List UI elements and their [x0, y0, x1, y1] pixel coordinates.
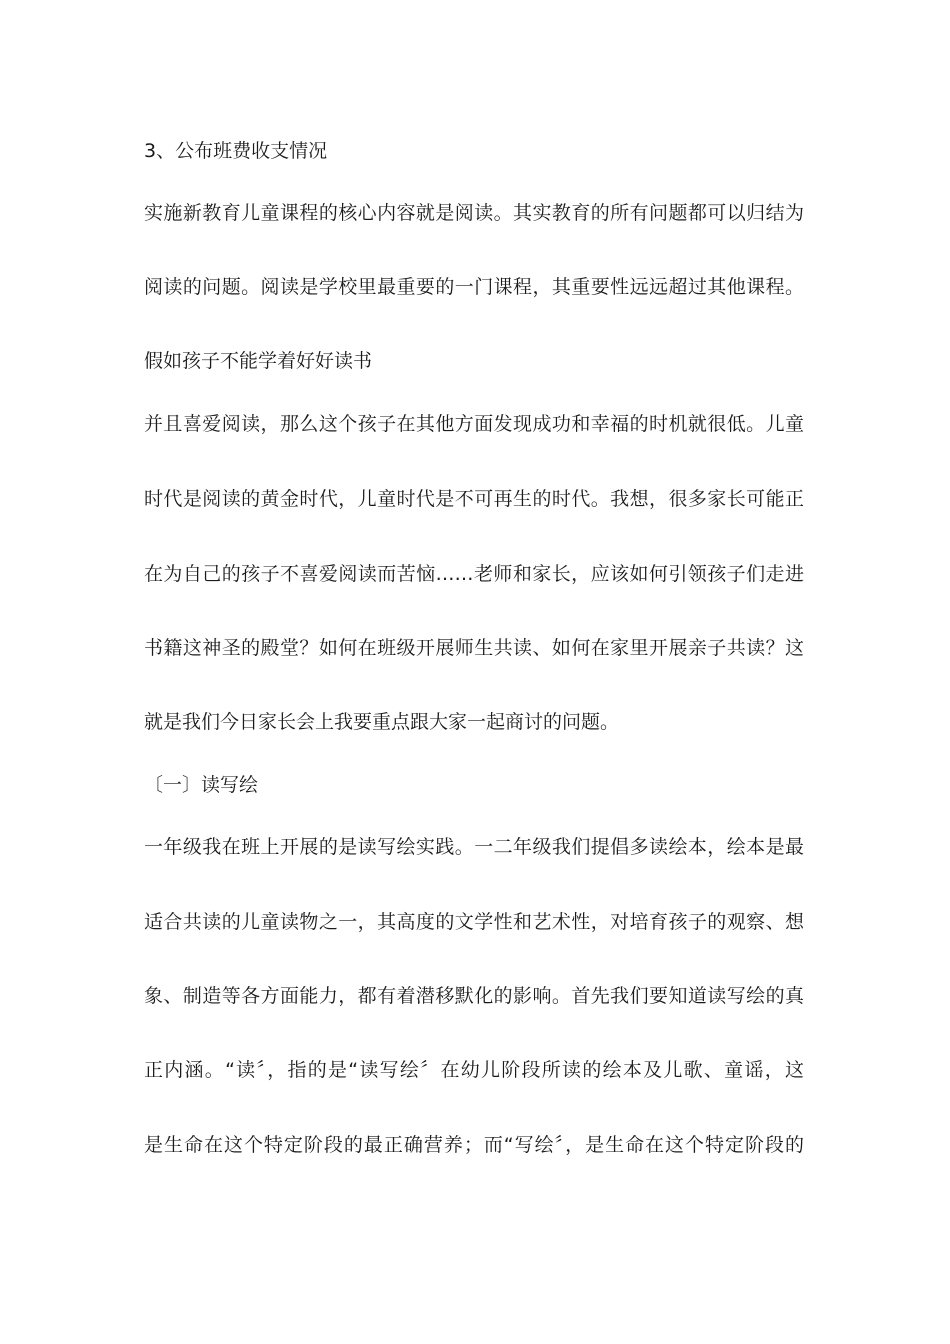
paragraph-line: 正内涵。“读〞，指的是“读写绘〞在幼儿阶段所读的绘本及儿歌、童谣，这	[144, 1059, 804, 1081]
paragraph-line: 一年级我在班上开展的是读写绘实践。一二年级我们提倡多读绘本，绘本是最	[144, 836, 804, 858]
paragraph-line: 适合共读的儿童读物之一，其高度的文学性和艺术性，对培育孩子的观察、想	[144, 911, 804, 933]
paragraph-line: 阅读的问题。阅读是学校里最重要的一门课程，其重要性远远超过其他课程。	[144, 276, 804, 298]
list-item-heading: 3、公布班费收支情况	[144, 140, 328, 162]
paragraph-line: 书籍这神圣的殿堂？如何在班级开展师生共读、如何在家里开展亲子共读？这	[144, 637, 804, 659]
paragraph-line: 是生命在这个特定阶段的最正确营养；而“写绘〞，是生命在这个特定阶段的	[144, 1134, 804, 1156]
paragraph-line: 假如孩子不能学着好好读书	[144, 350, 373, 372]
paragraph-line: 在为自己的孩子不喜爱阅读而苦恼……老师和家长，应该如何引领孩子们走进	[144, 563, 804, 585]
paragraph-line: 就是我们今日家长会上我要重点跟大家一起商讨的问题。	[144, 711, 620, 733]
paragraph-line: 实施新教育儿童课程的核心内容就是阅读。其实教育的所有问题都可以归结为	[144, 202, 804, 224]
paragraph-line: 象、制造等各方面能力，都有着潜移默化的影响。首先我们要知道读写绘的真	[144, 985, 804, 1007]
paragraph-line: 时代是阅读的黄金时代，儿童时代是不可再生的时代。我想，很多家长可能正	[144, 488, 804, 510]
paragraph-line: 并且喜爱阅读，那么这个孩子在其他方面发现成功和幸福的时机就很低。儿童	[144, 413, 804, 435]
section-heading: 〔一〕读写绘	[144, 774, 259, 796]
